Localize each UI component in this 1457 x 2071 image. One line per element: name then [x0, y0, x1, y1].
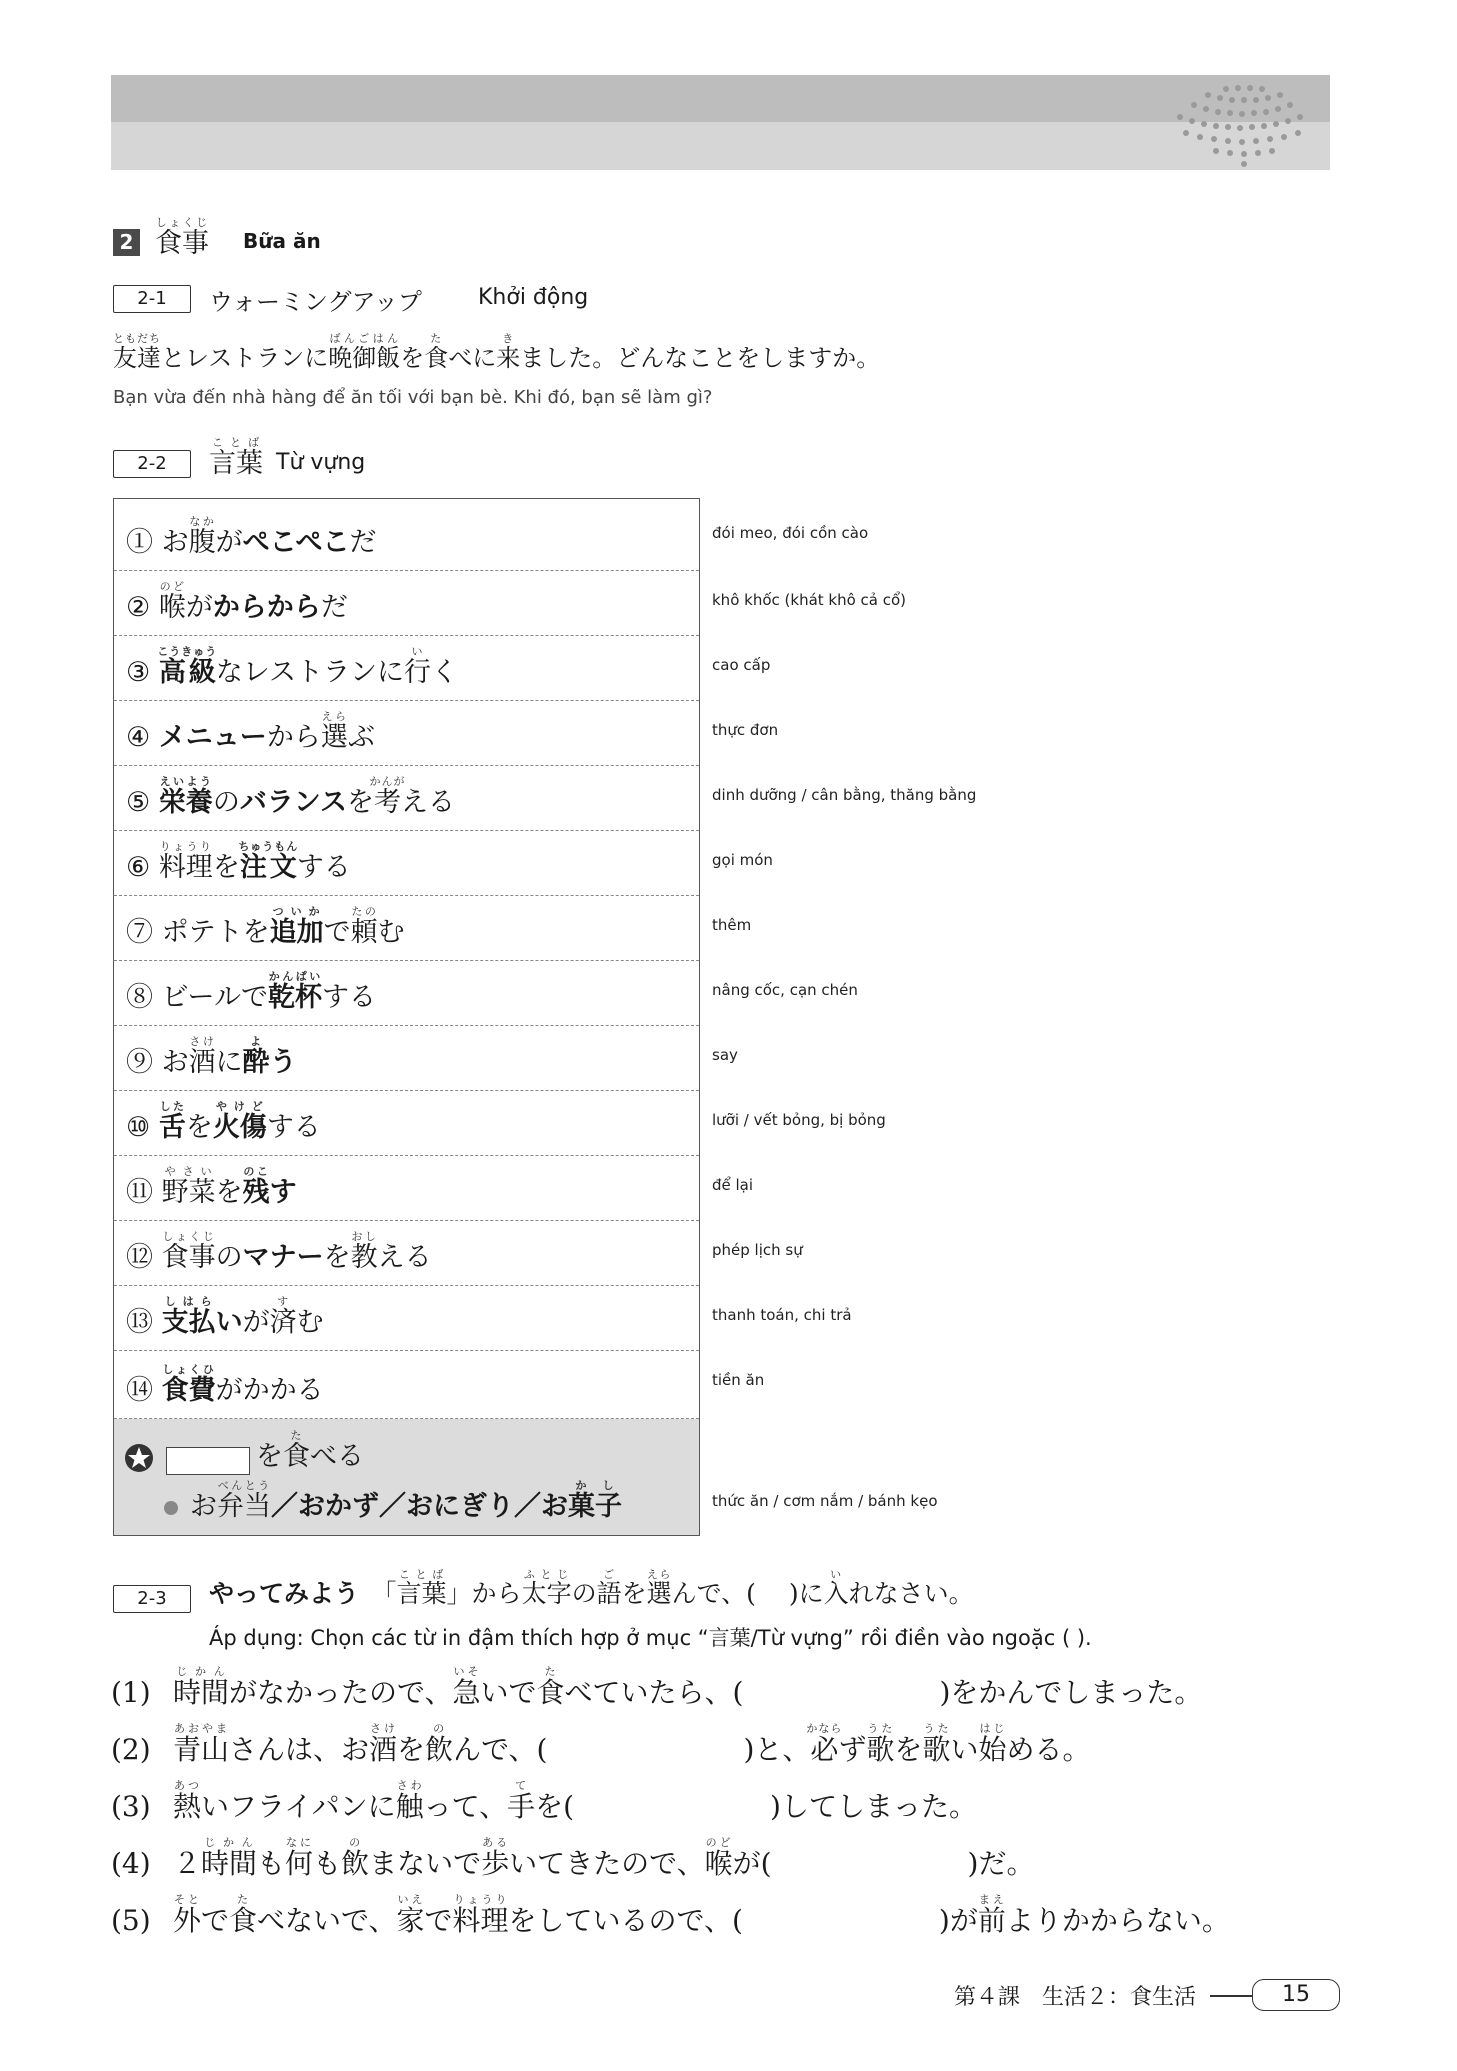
- warmup-badge: 2-1: [113, 285, 191, 313]
- vocab-meaning: tiền ăn: [712, 1371, 765, 1389]
- dots-decoration-icon: [1166, 83, 1316, 167]
- vocab-row: ④ メニューから選えらぶ: [114, 701, 699, 766]
- vocab-meaning: thêm: [712, 916, 752, 934]
- vocab-row: ⑦ ポテトを追加ついかで頼たのむ: [114, 896, 699, 961]
- vocab-row: ② 喉のどがからからだ: [114, 571, 699, 636]
- practice-title: やってみよう 「言葉ことば」から太字ふとじの語ごを選えらんで、( )に入いれなさい。: [209, 1568, 974, 1608]
- exercise-item: (4) ２時間じかんも何なにも飲のまないで歩あるいてきたので、喉のどが( )だ。: [111, 1836, 1035, 1880]
- vocab-meaning: thức ăn / cơm nắm / bánh kẹo: [712, 1492, 938, 1510]
- header-band: [111, 75, 1330, 170]
- vocab-row: ① お腹なかがぺこぺこだ: [114, 499, 699, 571]
- vocab-row: ⑫ 食事しょくじのマナーを教おしえる: [114, 1221, 699, 1286]
- warmup-question: 友達ともだちとレストランに晩御飯ばんごはんを食たべに来きました。どんなことをしますか。: [113, 332, 881, 372]
- footer-divider: [1210, 1995, 1252, 1997]
- vocab-badge: 2-2: [113, 450, 191, 478]
- footer-lesson: 第４課 生活２：食生活: [954, 1985, 1197, 2010]
- exercise-item: (1) 時間じかんがなかったので、急いそいで食たべていたら、( )をかんでしまった。: [111, 1665, 1203, 1709]
- blank-box: [166, 1447, 250, 1475]
- bonus-options: お弁当べんとう／おかず／おにぎり／お菓子かし: [164, 1479, 622, 1523]
- vocab-meaning: đói meo, đói cồn cào: [712, 524, 869, 542]
- star-icon: [124, 1443, 154, 1473]
- vocab-row: ⑨ お酒さけに酔よう: [114, 1026, 699, 1091]
- bonus-vocab-row: [114, 1419, 699, 1535]
- practice-badge: 2-3: [113, 1585, 191, 1613]
- vocab-meaning: cao cấp: [712, 656, 771, 674]
- vocab-title-vi: Từ vựng: [276, 450, 366, 475]
- vocab-meaning: dinh dưỡng / cân bằng, thăng bằng: [712, 786, 977, 804]
- warmup-title-vi: Khởi động: [478, 285, 589, 310]
- warmup-question-vi: Bạn vừa đến nhà hàng để ăn tối với bạn bè. Khi đó, bạn sẽ làm gì?: [113, 387, 713, 408]
- practice-instruction-vi: Áp dụng: Chọn các từ in đậm thích hợp ở mục “言葉/Từ vựng” rồi điền vào ngoặc ( ).: [209, 1626, 1092, 1650]
- vocab-row: ⑤ 栄養えいようのバランスを考かんがえる: [114, 766, 699, 831]
- section-subtitle: Bữa ăn: [243, 229, 321, 253]
- vocab-row: ⑧ ビールで乾杯かんぱいする: [114, 961, 699, 1026]
- vocab-meaning: thực đơn: [712, 721, 779, 739]
- vocab-meaning: để lại: [712, 1176, 754, 1194]
- vocab-meaning: thanh toán, chi trả: [712, 1306, 852, 1324]
- vocab-row: ⑭ 食費しょくひがかかる: [114, 1351, 699, 1419]
- vocab-meaning: nâng cốc, cạn chén: [712, 981, 858, 999]
- vocab-table: [113, 498, 700, 1536]
- vocab-row: ⑬ 支払しはらいが済すむ: [114, 1286, 699, 1351]
- vocab-row: ⑥ 料理りょうりを注文ちゅうもんする: [114, 831, 699, 896]
- section-title: 食事しょくじ: [155, 216, 209, 259]
- vocab-meaning: say: [712, 1046, 738, 1064]
- vocab-meaning: gọi món: [712, 851, 773, 869]
- bonus-verb: を食たべる: [256, 1429, 364, 1472]
- vocab-row: ③ 高級こうきゅうなレストランに行いく: [114, 636, 699, 701]
- exercise-item: (5) 外そとで食たべないで、家いえで料理りょうりをしているので、( )が前まえよりかからない。: [111, 1893, 1230, 1937]
- vocab-row: ⑩ 舌したを火傷やけどする: [114, 1091, 699, 1156]
- vocab-title: 言葉ことば: [209, 436, 263, 479]
- bullet-icon: [164, 1501, 178, 1515]
- exercise-item: (3) 熱あついフライパンに触さわって、手てを( )してしまった。: [111, 1779, 977, 1823]
- exercise-item: (2) 青山あおやまさんは、お酒さけを飲のんで、( )と、必かならず歌うたを歌うたい始はじめる。: [111, 1722, 1091, 1766]
- page-number: 15: [1252, 1979, 1340, 2011]
- vocab-row: ⑪ 野菜やさいを残のこす: [114, 1156, 699, 1221]
- vocab-meaning: phép lịch sự: [712, 1241, 803, 1259]
- vocab-meaning: khô khốc (khát khô cả cổ): [712, 591, 907, 609]
- vocab-meaning: lưỡi / vết bỏng, bị bỏng: [712, 1111, 886, 1129]
- section-number: 2: [113, 229, 140, 256]
- warmup-title: ウォーミングアップ: [209, 288, 422, 316]
